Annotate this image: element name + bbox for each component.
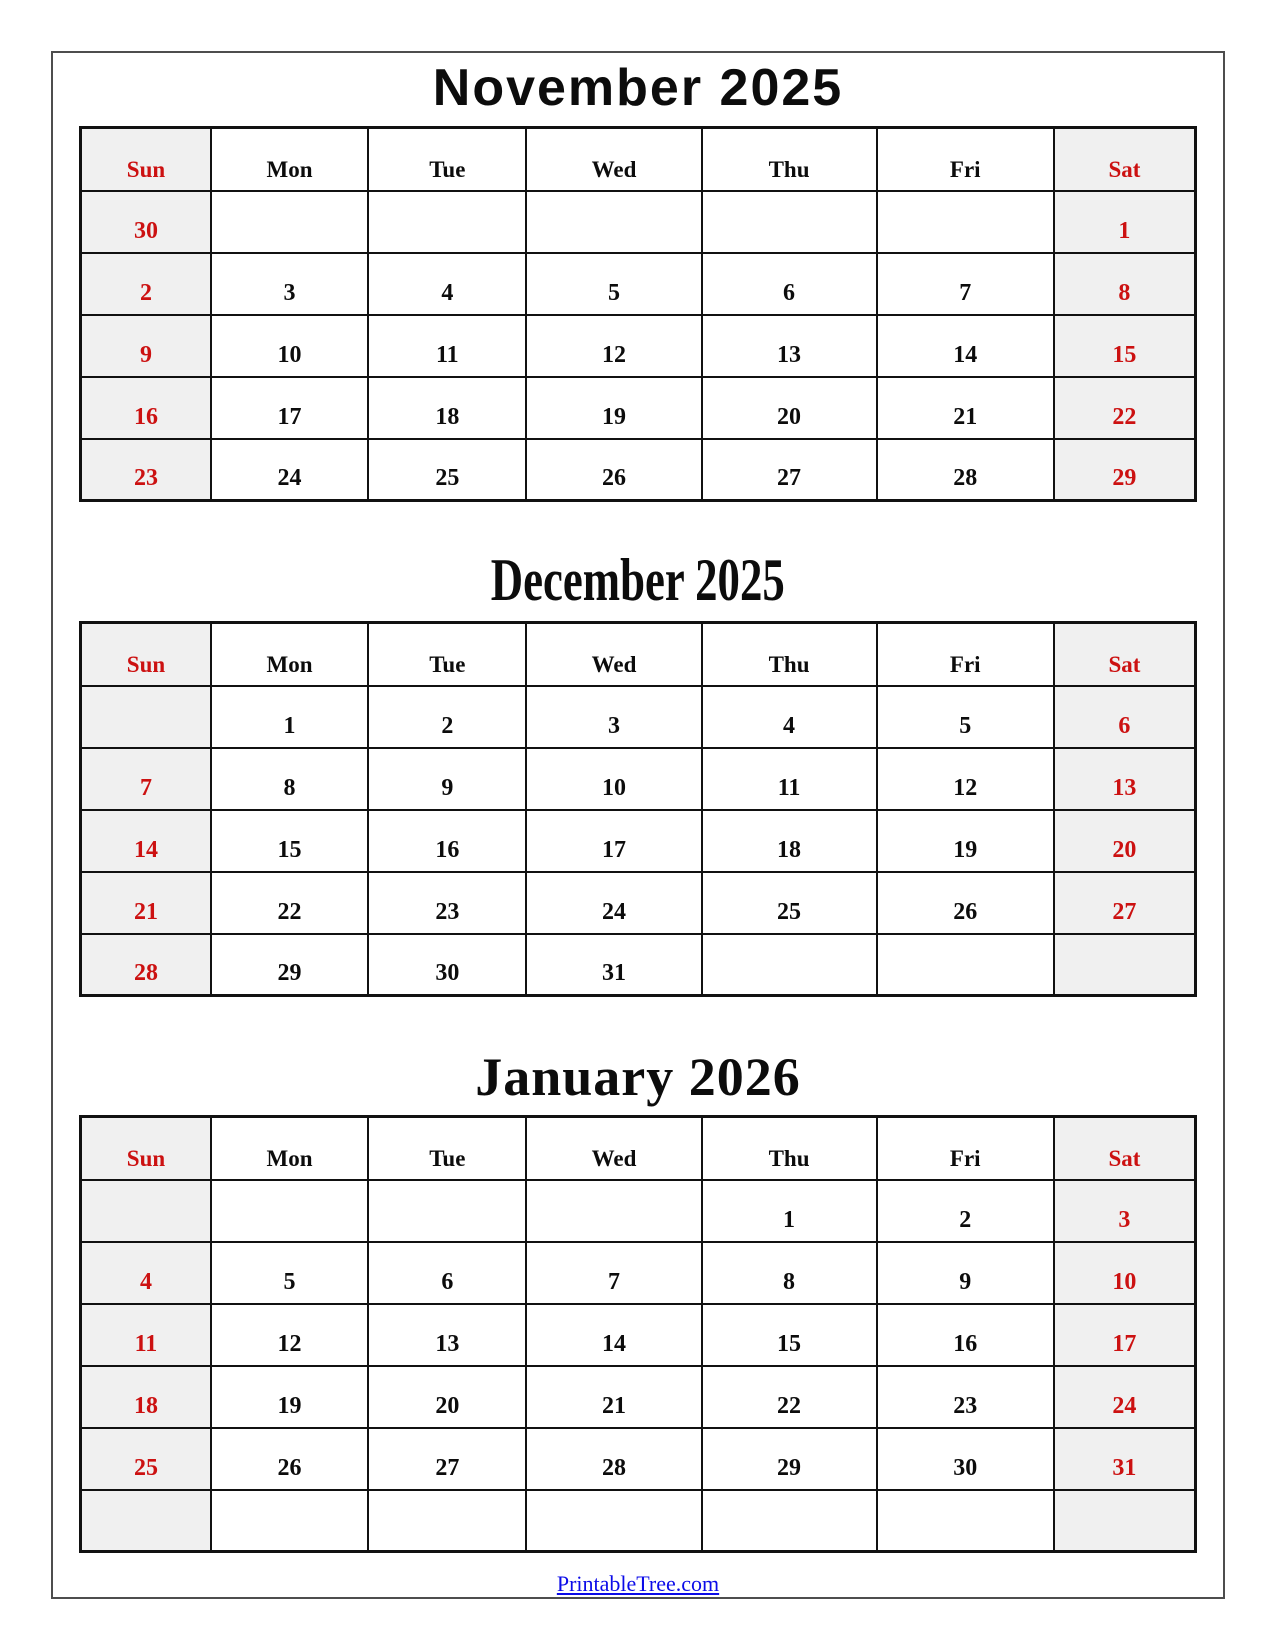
day-cell-9: 9	[877, 1242, 1054, 1304]
day-cell-empty	[526, 1180, 701, 1242]
day-cell-22: 22	[211, 872, 368, 934]
weekday-header-wed: Wed	[526, 1117, 701, 1180]
day-cell-9: 9	[81, 315, 211, 377]
day-cell-17: 17	[211, 377, 368, 439]
day-cell-27: 27	[702, 439, 877, 501]
day-cell-4: 4	[702, 686, 877, 748]
day-cell-empty	[211, 1490, 368, 1552]
week-row	[81, 1180, 1196, 1242]
day-cell-14: 14	[877, 315, 1054, 377]
footer	[53, 1571, 1223, 1597]
day-cell-8: 8	[702, 1242, 877, 1304]
day-cell-5: 5	[877, 686, 1054, 748]
day-cell-21: 21	[81, 872, 211, 934]
weekday-header-sat: Sat	[1054, 1117, 1196, 1180]
day-cell-22: 22	[702, 1366, 877, 1428]
weekday-header-thu: Thu	[702, 1117, 877, 1180]
day-cell-18: 18	[702, 810, 877, 872]
day-cell-empty	[702, 934, 877, 996]
day-cell-5: 5	[211, 1242, 368, 1304]
week-row	[81, 1304, 1196, 1366]
day-cell-10: 10	[1054, 1242, 1196, 1304]
weekday-header-sun: Sun	[81, 128, 211, 191]
weekday-header-wed: Wed	[526, 623, 701, 686]
weekday-header-mon: Mon	[211, 1117, 368, 1180]
week-row	[81, 1428, 1196, 1490]
weekday-header-wed: Wed	[526, 128, 701, 191]
day-cell-20: 20	[702, 377, 877, 439]
day-cell-2: 2	[81, 253, 211, 315]
day-cell-4: 4	[81, 1242, 211, 1304]
day-cell-30: 30	[368, 934, 526, 996]
day-cell-15: 15	[211, 810, 368, 872]
day-cell-28: 28	[81, 934, 211, 996]
day-cell-20: 20	[1054, 810, 1196, 872]
day-cell-29: 29	[1054, 439, 1196, 501]
day-cell-empty	[877, 1490, 1054, 1552]
day-cell-19: 19	[211, 1366, 368, 1428]
printabletree-link[interactable]: PrintableTree.com	[556, 1571, 720, 1596]
weekday-header-sun: Sun	[81, 623, 211, 686]
week-row	[81, 934, 1196, 996]
day-cell-18: 18	[368, 377, 526, 439]
day-cell-3: 3	[211, 253, 368, 315]
month-title-january	[53, 1047, 1223, 1107]
day-cell-6: 6	[1054, 686, 1196, 748]
day-cell-16: 16	[81, 377, 211, 439]
day-cell-empty	[702, 1490, 877, 1552]
day-cell-empty	[211, 191, 368, 253]
weekday-header-tue: Tue	[368, 623, 526, 686]
day-cell-6: 6	[702, 253, 877, 315]
month-title-december-text: December 2025	[491, 547, 785, 615]
day-cell-18: 18	[81, 1366, 211, 1428]
day-cell-13: 13	[702, 315, 877, 377]
weekday-header-mon: Mon	[211, 128, 368, 191]
day-cell-2: 2	[877, 1180, 1054, 1242]
day-cell-empty	[81, 1490, 211, 1552]
day-cell-7: 7	[526, 1242, 701, 1304]
day-cell-4: 4	[368, 253, 526, 315]
weekday-header-mon: Mon	[211, 623, 368, 686]
day-cell-12: 12	[211, 1304, 368, 1366]
day-cell-19: 19	[526, 377, 701, 439]
calendar-table-december	[79, 621, 1197, 997]
day-cell-1: 1	[702, 1180, 877, 1242]
day-cell-11: 11	[368, 315, 526, 377]
day-cell-empty	[1054, 1490, 1196, 1552]
weekday-header-sat: Sat	[1054, 128, 1196, 191]
day-cell-1: 1	[211, 686, 368, 748]
day-cell-empty	[1054, 934, 1196, 996]
day-cell-30: 30	[81, 191, 211, 253]
day-cell-empty	[877, 191, 1054, 253]
weekday-header-thu: Thu	[702, 128, 877, 191]
day-cell-23: 23	[81, 439, 211, 501]
day-cell-empty	[81, 1180, 211, 1242]
day-cell-7: 7	[877, 253, 1054, 315]
month-title-november	[53, 58, 1223, 118]
day-cell-30: 30	[877, 1428, 1054, 1490]
month-title-december	[53, 547, 1223, 615]
day-cell-22: 22	[1054, 377, 1196, 439]
weekday-header-thu: Thu	[702, 623, 877, 686]
day-cell-14: 14	[526, 1304, 701, 1366]
day-cell-26: 26	[877, 872, 1054, 934]
weekday-header-fri: Fri	[877, 623, 1054, 686]
day-cell-3: 3	[1054, 1180, 1196, 1242]
weekday-header-sat: Sat	[1054, 623, 1196, 686]
day-cell-27: 27	[1054, 872, 1196, 934]
day-cell-17: 17	[1054, 1304, 1196, 1366]
week-row	[81, 1242, 1196, 1304]
day-cell-empty	[368, 1490, 526, 1552]
day-cell-empty	[211, 1180, 368, 1242]
day-cell-empty	[702, 191, 877, 253]
week-row	[81, 191, 1196, 253]
day-cell-15: 15	[1054, 315, 1196, 377]
day-cell-26: 26	[211, 1428, 368, 1490]
day-cell-2: 2	[368, 686, 526, 748]
calendar-table-january	[79, 1115, 1197, 1553]
weekday-header-fri: Fri	[877, 1117, 1054, 1180]
week-row	[81, 748, 1196, 810]
day-cell-25: 25	[368, 439, 526, 501]
day-cell-20: 20	[368, 1366, 526, 1428]
day-cell-empty	[526, 191, 701, 253]
day-cell-10: 10	[526, 748, 701, 810]
day-cell-6: 6	[368, 1242, 526, 1304]
day-cell-empty	[526, 1490, 701, 1552]
day-cell-13: 13	[1054, 748, 1196, 810]
day-cell-24: 24	[211, 439, 368, 501]
day-cell-8: 8	[211, 748, 368, 810]
day-cell-21: 21	[877, 377, 1054, 439]
page-border-frame	[51, 51, 1225, 1599]
day-cell-27: 27	[368, 1428, 526, 1490]
day-cell-31: 31	[526, 934, 701, 996]
day-cell-28: 28	[877, 439, 1054, 501]
day-cell-1: 1	[1054, 191, 1196, 253]
day-cell-26: 26	[526, 439, 701, 501]
day-cell-10: 10	[211, 315, 368, 377]
weekday-header-fri: Fri	[877, 128, 1054, 191]
day-cell-empty	[81, 686, 211, 748]
day-cell-9: 9	[368, 748, 526, 810]
day-cell-23: 23	[877, 1366, 1054, 1428]
month-title-november-text: November 2025	[432, 59, 844, 117]
week-row	[81, 439, 1196, 501]
day-cell-29: 29	[702, 1428, 877, 1490]
day-cell-17: 17	[526, 810, 701, 872]
week-row	[81, 253, 1196, 315]
week-row	[81, 315, 1196, 377]
day-cell-empty	[877, 934, 1054, 996]
week-row	[81, 377, 1196, 439]
weekday-header-sun: Sun	[81, 1117, 211, 1180]
day-cell-14: 14	[81, 810, 211, 872]
day-cell-empty	[368, 1180, 526, 1242]
day-cell-5: 5	[526, 253, 701, 315]
day-cell-21: 21	[526, 1366, 701, 1428]
month-title-january-text: January 2026	[475, 1047, 801, 1107]
week-row	[81, 1490, 1196, 1552]
day-cell-7: 7	[81, 748, 211, 810]
week-row	[81, 810, 1196, 872]
day-cell-31: 31	[1054, 1428, 1196, 1490]
day-cell-11: 11	[81, 1304, 211, 1366]
week-row	[81, 1366, 1196, 1428]
weekday-header-tue: Tue	[368, 128, 526, 191]
day-cell-29: 29	[211, 934, 368, 996]
week-row	[81, 872, 1196, 934]
day-cell-12: 12	[877, 748, 1054, 810]
day-cell-25: 25	[702, 872, 877, 934]
day-cell-24: 24	[526, 872, 701, 934]
day-cell-23: 23	[368, 872, 526, 934]
day-cell-12: 12	[526, 315, 701, 377]
day-cell-19: 19	[877, 810, 1054, 872]
day-cell-25: 25	[81, 1428, 211, 1490]
calendar-table-november	[79, 126, 1197, 502]
day-cell-empty	[368, 191, 526, 253]
week-row	[81, 686, 1196, 748]
day-cell-3: 3	[526, 686, 701, 748]
day-cell-16: 16	[368, 810, 526, 872]
day-cell-11: 11	[702, 748, 877, 810]
day-cell-15: 15	[702, 1304, 877, 1366]
day-cell-24: 24	[1054, 1366, 1196, 1428]
weekday-header-tue: Tue	[368, 1117, 526, 1180]
day-cell-13: 13	[368, 1304, 526, 1366]
day-cell-16: 16	[877, 1304, 1054, 1366]
day-cell-28: 28	[526, 1428, 701, 1490]
day-cell-8: 8	[1054, 253, 1196, 315]
